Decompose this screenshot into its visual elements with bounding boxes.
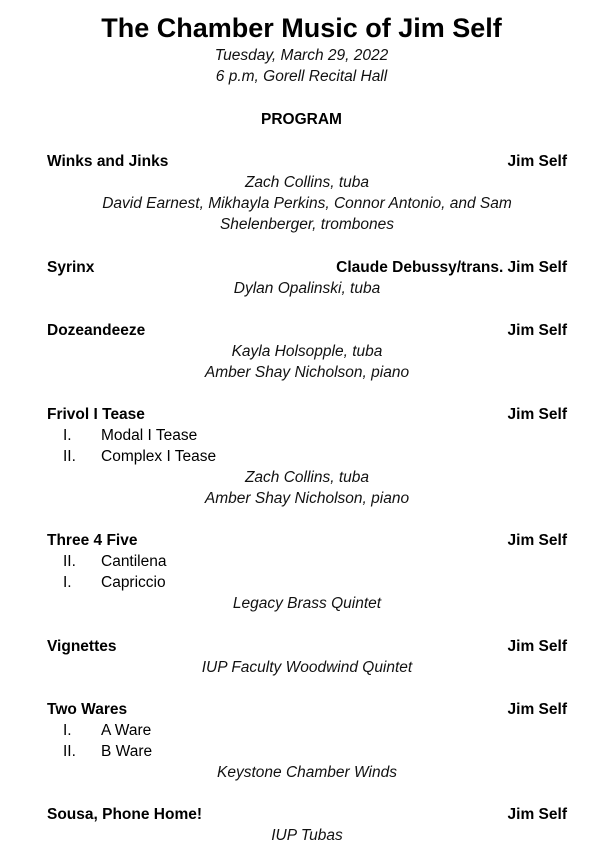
piece-title: Frivol I Tease [47,406,145,423]
movement-number: I. [63,427,72,444]
movement [47,446,567,467]
performer: Zach Collins, tuba [244,174,370,191]
performer: Dylan Opalinski, tuba [233,280,381,297]
program-heading: PROGRAM [261,111,342,128]
piece-header [47,404,567,425]
piece-header [47,257,567,278]
composer: Jim Self [507,406,567,423]
concert-date: Tuesday, March 29, 2022 [214,47,389,64]
piece-header [47,804,567,825]
piece-title: Two Wares [47,701,128,718]
piece-winks-and-jinks [47,151,567,235]
piece-header [47,699,567,720]
piece-vignettes [47,636,567,678]
movement-number: II. [63,448,76,465]
piece-two-wares [47,699,567,783]
piece-header [47,530,567,551]
piece-title: Three 4 Five [47,532,138,549]
composer: Jim Self [507,153,567,170]
performer: Kayla Holsopple, tuba [231,343,383,360]
piece-dozeandeeze [47,320,567,383]
movement-name: B Ware [101,743,153,760]
composer: Jim Self [507,701,567,718]
performer: IUP Faculty Woodwind Quintet [201,659,413,676]
movement [47,425,567,446]
piece-header [47,151,567,172]
piece-title: Sousa, Phone Home! [47,806,203,823]
composer: Jim Self [507,638,567,655]
movement-name: Complex I Tease [101,448,217,465]
movement [47,741,567,762]
composer: Claude Debussy/trans. Jim Self [336,259,567,276]
movement-number: I. [63,574,72,591]
performer: Amber Shay Nicholson, piano [204,364,410,381]
piece-three-4-five [47,530,567,614]
performer: Zach Collins, tuba [244,469,370,486]
movement [47,551,567,572]
performer: David Earnest, Mikhayla Perkins, Connor Antonio, and Sam Shelenberger, trombones [102,195,512,233]
composer: Jim Self [507,532,567,549]
piece-title: Winks and Jinks [47,153,169,170]
movement-number: I. [63,722,72,739]
movement-number: II. [63,743,76,760]
concert-time-venue: 6 p.m, Gorell Recital Hall [215,68,388,85]
performer: Legacy Brass Quintet [232,595,382,612]
performer: Keystone Chamber Winds [217,764,397,781]
composer: Jim Self [507,806,567,823]
concert-title: The Chamber Music of Jim Self [101,13,502,43]
movement-number: II. [63,553,76,570]
movement-name: Cantilena [101,553,167,570]
piece-syrinx [47,257,567,299]
movement-name: A Ware [101,722,152,739]
movement [47,572,567,593]
piece-header [47,636,567,657]
movement [47,720,567,741]
piece-title: Vignettes [47,638,117,655]
performer: IUP Tubas [271,827,343,844]
movement-name: Modal I Tease [101,427,198,444]
movement-name: Capriccio [101,574,166,591]
performer: Amber Shay Nicholson, piano [204,490,410,507]
piece-title: Syrinx [47,259,95,276]
piece-frivol-i-tease [47,404,567,509]
piece-title: Dozeandeeze [47,322,146,339]
piece-sousa-phone-home [47,804,567,846]
composer: Jim Self [507,322,567,339]
piece-header [47,320,567,341]
